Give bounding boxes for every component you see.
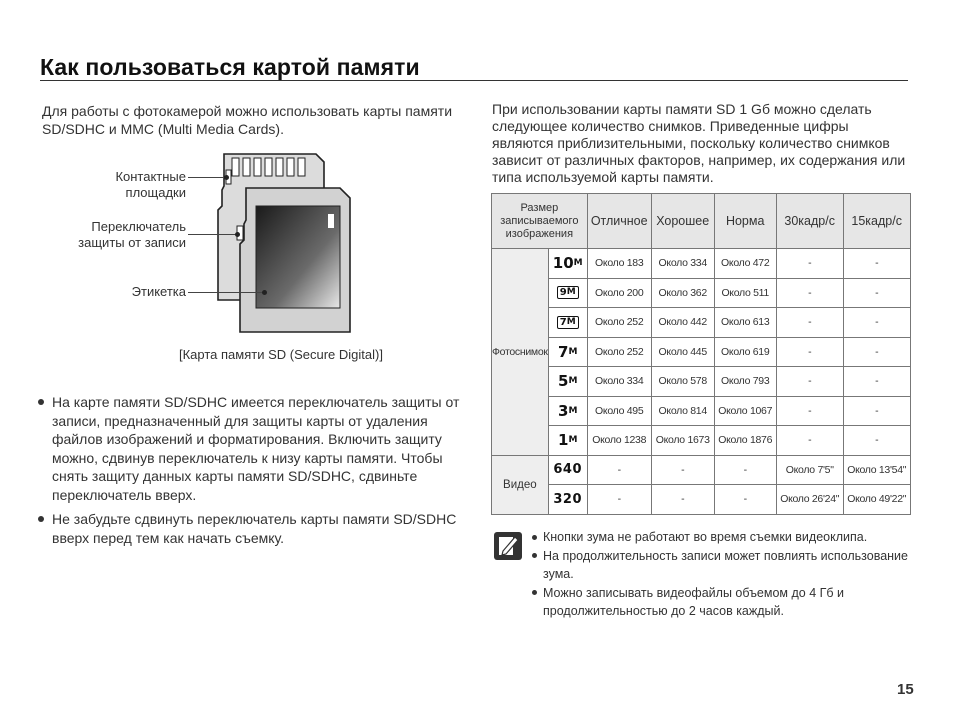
table-cell: Около 26'24" bbox=[776, 485, 843, 515]
table-cell: Около 1673 bbox=[651, 426, 714, 456]
notes-list bbox=[532, 528, 912, 621]
table-cell: - bbox=[651, 455, 714, 485]
header-good: Хорошее bbox=[651, 194, 714, 249]
note-icon bbox=[493, 531, 523, 561]
table-cell: - bbox=[843, 249, 910, 279]
leader-switch bbox=[188, 234, 236, 235]
note-item: Кнопки зума не работают во время съемки видеоклипа. bbox=[532, 528, 912, 547]
sd-card-illustration bbox=[210, 150, 360, 336]
table-cell: - bbox=[776, 337, 843, 367]
table-cell: Около 334 bbox=[587, 367, 651, 397]
table-cell: Около 1067 bbox=[714, 396, 776, 426]
video-size-icon: 640 bbox=[548, 455, 587, 485]
size-icon: $3^M$ bbox=[548, 396, 587, 426]
table-cell: - bbox=[843, 278, 910, 308]
table-cell: - bbox=[587, 455, 651, 485]
video-size-icon: 320 bbox=[548, 485, 587, 515]
table-cell: - bbox=[843, 367, 910, 397]
table-cell: Около 49'22" bbox=[843, 485, 910, 515]
table-cell: Около 7'5" bbox=[776, 455, 843, 485]
table-cell: - bbox=[843, 308, 910, 338]
leader-dot bbox=[224, 175, 229, 180]
bullet-item: На карте памяти SD/SDHC имеется переключатель защиты от записи, предназначенный для защиты карты от удаления файлов изображений и форматирования. Включить защиту можно, сдвинув переключатель к низу карты памяти. Чтобы снять защиту данных карты памяти SD/SDHC, сдвиньте переключатель вверх. bbox=[36, 393, 476, 504]
table-cell: Около 495 bbox=[587, 396, 651, 426]
left-bullets bbox=[36, 393, 476, 553]
table-cell: Около 814 bbox=[651, 396, 714, 426]
table-row bbox=[492, 455, 911, 485]
table-cell: - bbox=[776, 367, 843, 397]
table-row bbox=[492, 367, 911, 397]
table-cell: - bbox=[776, 396, 843, 426]
table-cell: Около 183 bbox=[587, 249, 651, 279]
size-icon: $5^M$ bbox=[548, 367, 587, 397]
table-row bbox=[492, 249, 911, 279]
note-item: На продолжительность записи может повлиять использование зума. bbox=[532, 547, 912, 584]
table-cell: Около 442 bbox=[651, 308, 714, 338]
size-icon: $7^M$ bbox=[548, 337, 587, 367]
title-divider bbox=[40, 80, 908, 81]
table-cell: - bbox=[651, 485, 714, 515]
table-cell: Около 334 bbox=[651, 249, 714, 279]
table-cell: Около 511 bbox=[714, 278, 776, 308]
header-size: Размер записываемого изображения bbox=[492, 194, 588, 249]
size-icon: 7M bbox=[548, 308, 587, 338]
size-icon: $10^M$ bbox=[548, 249, 587, 279]
page-number: 15 bbox=[897, 681, 914, 698]
page-title: Как пользоваться картой памяти bbox=[40, 54, 420, 80]
header-15fps: 15кадр/с bbox=[843, 194, 910, 249]
table-header-row bbox=[492, 194, 911, 249]
size-icon: $1^M$ bbox=[548, 426, 587, 456]
table-cell: - bbox=[714, 455, 776, 485]
left-intro-paragraph: Для работы с фотокамерой можно использовать карты памяти SD/SDHC и MMC (Multi Media Cards). bbox=[42, 103, 453, 137]
header-excellent: Отличное bbox=[587, 194, 651, 249]
table-row bbox=[492, 308, 911, 338]
lock-triangle-icon bbox=[328, 214, 334, 228]
right-intro-paragraph: При использовании карты памяти SD 1 Gб можно сделать следующее количество снимков. Приведенные цифры являются приблизительными, поскольку количество снимков зависит от различных факторов, например, их содержания или типа используемой карты памяти. bbox=[492, 101, 906, 185]
card-label-area bbox=[256, 206, 340, 308]
leader-label bbox=[188, 292, 264, 293]
table-cell: Около 619 bbox=[714, 337, 776, 367]
note-item: Можно записывать видеофайлы объемом до 4 Гб и продолжительностью до 2 часов каждый. bbox=[532, 584, 912, 621]
table-row bbox=[492, 396, 911, 426]
callout-contacts: Контактные площадки bbox=[115, 169, 186, 200]
table-cell: Около 613 bbox=[714, 308, 776, 338]
table-cell: - bbox=[776, 249, 843, 279]
capacity-table bbox=[491, 193, 911, 515]
table-cell: - bbox=[776, 426, 843, 456]
table-cell: Около 578 bbox=[651, 367, 714, 397]
table-cell: Около 252 bbox=[587, 337, 651, 367]
table-cell: Около 1238 bbox=[587, 426, 651, 456]
leader-contacts bbox=[188, 177, 226, 178]
table-cell: - bbox=[843, 426, 910, 456]
size-icon: 9M bbox=[548, 278, 587, 308]
callout-switch: Переключатель защиты от записи bbox=[78, 219, 186, 250]
header-normal: Норма bbox=[714, 194, 776, 249]
header-30fps: 30кадр/с bbox=[776, 194, 843, 249]
leader-dot bbox=[235, 232, 240, 237]
table-row bbox=[492, 426, 911, 456]
table-cell: - bbox=[587, 485, 651, 515]
callout-label: Этикетка bbox=[131, 284, 186, 299]
table-row bbox=[492, 278, 911, 308]
bullet-item: Не забудьте сдвинуть переключатель карты памяти SD/SDHC вверх перед тем как начать съемку. bbox=[36, 510, 476, 547]
table-cell: Около 252 bbox=[587, 308, 651, 338]
table-cell: Около 362 bbox=[651, 278, 714, 308]
table-cell: - bbox=[714, 485, 776, 515]
table-cell: - bbox=[843, 396, 910, 426]
table-cell: Около 200 bbox=[587, 278, 651, 308]
table-cell: Около 13'54" bbox=[843, 455, 910, 485]
table-cell: - bbox=[776, 308, 843, 338]
table-cell: Около 472 bbox=[714, 249, 776, 279]
table-cell: - bbox=[843, 337, 910, 367]
photo-group-cell: Фотоснимок bbox=[492, 249, 549, 456]
table-cell: Около 1876 bbox=[714, 426, 776, 456]
card-caption: [Карта памяти SD (Secure Digital)] bbox=[179, 347, 383, 362]
table-cell: Около 793 bbox=[714, 367, 776, 397]
leader-dot bbox=[262, 290, 267, 295]
table-cell: Около 445 bbox=[651, 337, 714, 367]
table-row bbox=[492, 485, 911, 515]
video-group-cell: Видео bbox=[492, 455, 549, 514]
table-cell: - bbox=[776, 278, 843, 308]
table-row bbox=[492, 337, 911, 367]
